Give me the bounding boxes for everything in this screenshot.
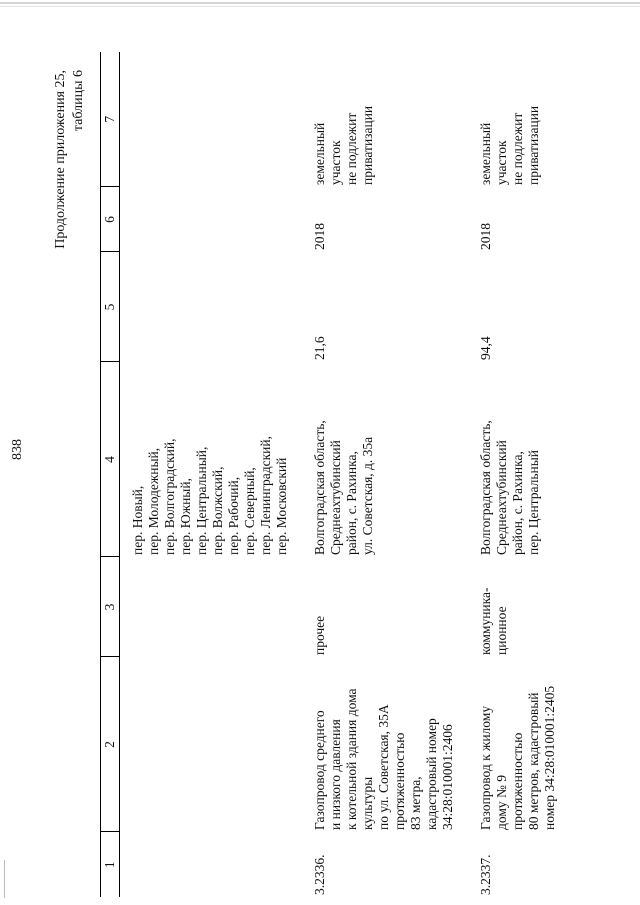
address-cell: пер. Новый, пер. Молодежный, пер. Волгоградский, пер. Южный, пер. Центральный, пер. Волжский, пер. Рабочий, пер. Северный, пер. Ленинградский, пер. Московский: [130, 436, 289, 555]
table-header-row: [101, 52, 120, 897]
object-name-cell: Газопровод среднего и низкого давления к котельной здания дома культуры по ул. Советская, 35А протяженностью 83 метра, кадастровый номер 34:28:010001:2406: [312, 688, 455, 830]
note-cell: земельный участок не подлежит приватизации: [478, 105, 541, 185]
value-cell: 21,6: [312, 336, 327, 360]
property-register-table: [100, 52, 558, 897]
address-cell: Волгоградская область, Среднеахтубинский район, с. Рахинка, пер. Центральный: [478, 420, 541, 555]
column-header: 7: [101, 52, 120, 187]
column-header: 2: [101, 657, 120, 832]
table-row: [302, 52, 456, 897]
note-cell: земельный участок не подлежит приватизации: [312, 105, 375, 185]
row-number-cell: 3.2337.: [478, 854, 493, 895]
column-header: 5: [101, 252, 120, 362]
object-name-cell: Газопровод к жилому дому № 9 протяженностью 80 метров, кадастровый номер 34:28:010001:2405: [478, 685, 557, 830]
caption-line-1: Продолжение приложения 25,: [53, 70, 68, 249]
category-cell: коммуника- ционное: [478, 587, 509, 655]
caption-line-2: таблицы 6: [71, 70, 86, 132]
column-header: 1: [101, 832, 120, 897]
row-number-cell: 3.2336.: [312, 854, 327, 895]
table-row-continuation: [120, 52, 291, 897]
page-number: 838: [10, 439, 25, 460]
column-header: 3: [101, 557, 120, 657]
year-cell: 2018: [312, 223, 327, 250]
column-header: 6: [101, 187, 120, 252]
appendix-caption: [52, 70, 88, 249]
value-cell: 94,4: [478, 336, 493, 360]
table-row: [468, 52, 558, 897]
column-header: 4: [101, 362, 120, 557]
year-cell: 2018: [478, 223, 493, 250]
category-cell: прочее: [312, 615, 327, 655]
address-cell: Волгоградская область, Среднеахтубинский район, с. Рахинка, ул. Советская, д. 35а: [312, 420, 375, 555]
